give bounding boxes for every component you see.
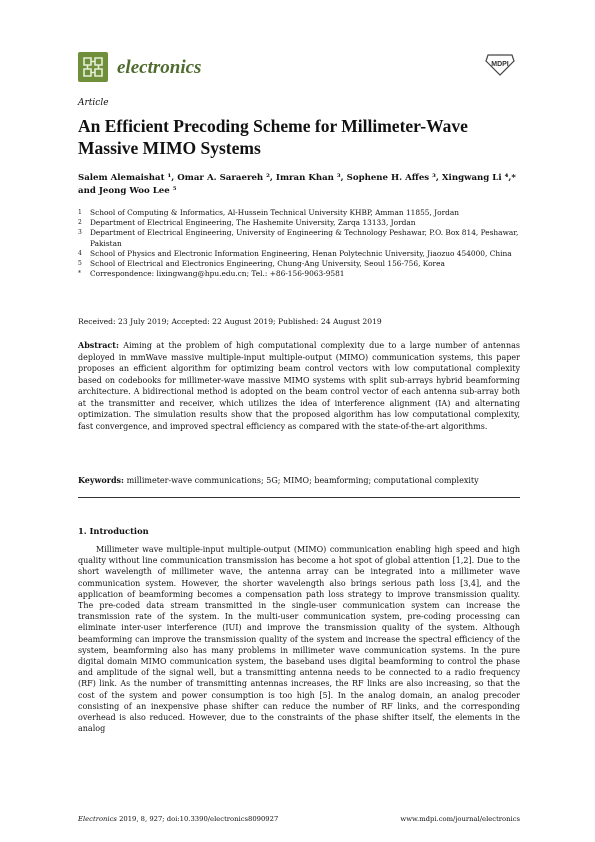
footer-journal: Electronics — [78, 815, 117, 823]
publication-dates: Received: 23 July 2019; Accepted: 22 August 2019; Published: 24 August 2019 — [78, 317, 382, 326]
section-heading: 1. Introduction — [78, 526, 149, 536]
affiliation-number: * — [78, 270, 81, 278]
affiliation-text: School of Computing & Informatics, Al-Hussein Technical University KHBP, Amman 11855, Jordan — [90, 208, 460, 217]
affiliation-number: 4 — [78, 249, 82, 257]
divider — [78, 497, 520, 498]
affiliation-item — [78, 208, 523, 218]
affiliation-item — [78, 259, 523, 269]
paper-title: An Efficient Precoding Scheme for Millimeter-Wave Massive MIMO Systems — [78, 116, 468, 158]
affiliation-item — [78, 249, 523, 259]
footer-url[interactable]: www.mdpi.com/journal/electronics — [400, 815, 520, 823]
abstract-text: Aiming at the problem of high computational complexity due to a large number of antennas deployed in mmWave massive multiple-input multiple-output (MIMO) communication systems, this paper proposes an efficient algorithm for optimizing beam control vectors with low computational complexity based on codebooks for millimeter-wave massive MIMO systems with split sub-arrays hybrid beamforming architecture. A bidirectional method is adopted on the beam control vector of each antenna sub-array both at the transmitter and receiver, which utilizes the idea of interference alignment (IA) and alternating optimization. The simulation results show that the proposed algorithm has low computational complexity, fast convergence, and improved spectral efficiency as compared with the state-of-the-art algorithms. — [78, 341, 520, 431]
affiliation-number: 5 — [78, 260, 82, 268]
keywords-label: Keywords: — [78, 475, 125, 485]
affiliation-number: 3 — [78, 229, 82, 237]
affiliation-item — [78, 228, 523, 248]
affiliation-text: Department of Electrical Engineering, The Hashemite University, Zarqa 13133, Jordan — [90, 218, 416, 228]
publisher-logo — [484, 53, 516, 77]
correspondence-item — [78, 269, 523, 279]
author-list: Salem Alemaishat ¹, Omar A. Saraereh ², Imran Khan ³, Sophene H. Affes ³, Xingwang Li ⁴,* and Jeong Woo Lee ⁵ — [78, 173, 516, 196]
footer-citation: 2019, 8, 927; doi:10.3390/electronics8090927 — [119, 815, 279, 823]
affiliation-list — [78, 208, 523, 279]
page-footer — [78, 815, 520, 823]
affiliation-text: School of Physics and Electronic Information Engineering, Henan Polytechnic University, Jiaozuo 454000, China — [90, 248, 512, 258]
affiliation-number: 2 — [78, 219, 82, 227]
section-body: Millimeter wave multiple-input multiple-output (MIMO) communication enabling high speed and high quality without line communication transmission has become a hot spot of global attention [1,2]. Due to the short wavelength of millimeter wave, the antenna array can be integrated into a millimeter wave communication system. However, the shorter wavelength also brings serious path loss [3,4], and the application of beamforming becomes a compensation path loss strategy to improve transmission quality. The pre-coded data stream transmitted in the single-user communication system can increase the transmission rate of the system. In the multi-user communication system, pre-coding processing can eliminate inter-user interference (IUI) and improve the transmission quality of the system. Although beamforming can improve the transmission quality of the system and increase the spectral efficiency of the system, beamforming also has many problems in millimeter wave communication systems. In the pure digital domain MIMO communication system, the baseband uses digital beamforming to control the phase and amplitude of the signal well, but a transmitting antenna needs to be connected to a radio frequency (RF) link. As the number of transmitting antennas increases, the RF links are also increasing, so that the cost of the system and power consumption is too high [5]. In the analog domain, an analog precoder consisting of an inexpensive phase shifter can reduce the number of RF links, and the corresponding overhead is also reduced. However, due to the constraints of the phase shifter itself, the elements in the analog — [78, 545, 520, 734]
keywords-text: millimeter-wave communications; 5G; MIMO; beamforming; computational complexity — [126, 476, 479, 485]
abstract — [78, 340, 520, 432]
keywords — [78, 475, 520, 485]
journal-name: electronics — [117, 57, 202, 78]
affiliation-item — [78, 218, 523, 228]
abstract-label: Abstract: — [78, 340, 119, 350]
affiliation-number: 1 — [78, 209, 82, 216]
journal-logo-icon — [78, 52, 108, 82]
affiliation-text: Department of Electrical Engineering, University of Engineering & Technology Peshawar, P.O. Box 814, Peshawar, Pakistan — [90, 228, 519, 248]
article-type: Article — [78, 98, 109, 108]
publisher-logo-text: MDPI — [491, 61, 509, 68]
correspondence-text: Correspondence: lixingwang@hpu.edu.cn; Tel.: +86-156-9063-9581 — [90, 269, 345, 279]
affiliation-text: School of Electrical and Electronics Engineering, Chung-Ang University, Seoul 156-756, Korea — [90, 259, 445, 269]
